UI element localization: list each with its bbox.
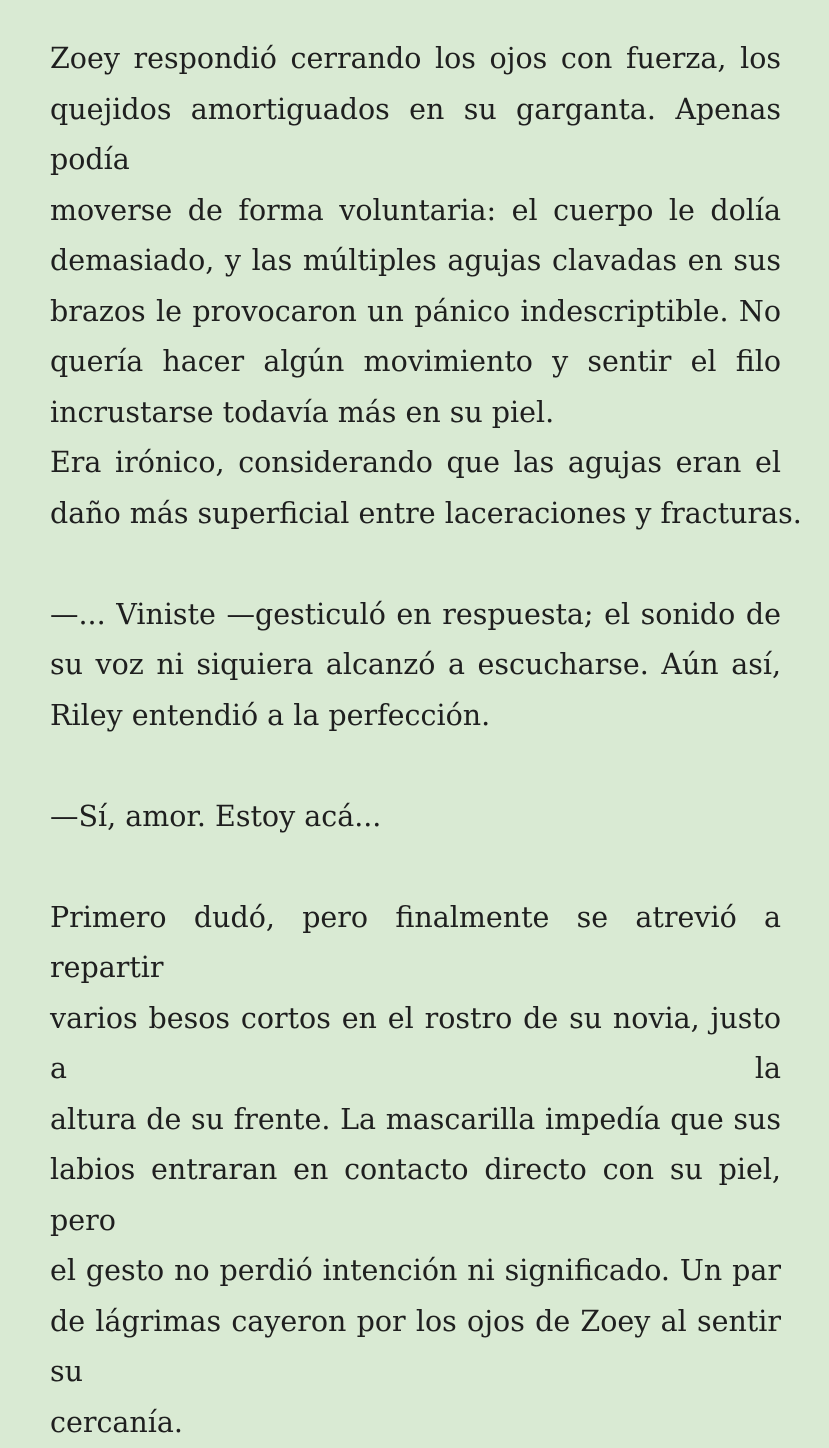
paragraph-spacer xyxy=(50,741,781,792)
text-line: Era irónico, considerando que las agujas eran el xyxy=(50,438,781,489)
paragraph-3 xyxy=(50,590,781,742)
text-line: —... Viniste —gesticuló en respuesta; el sonido de xyxy=(50,590,781,641)
text-line: su voz ni siquiera alcanzó a escucharse. Aún así, xyxy=(50,640,781,691)
paragraph-4 xyxy=(50,792,781,843)
text-line: Riley entendió a la perfección. xyxy=(50,691,781,742)
text-line: cercanía. xyxy=(50,1398,781,1448)
text-line: el gesto no perdió intención ni significado. Un par xyxy=(50,1246,781,1297)
text-line: quejidos amortiguados en su garganta. Apenas podía xyxy=(50,85,781,186)
paragraph-spacer xyxy=(50,842,781,893)
text-line: moverse de forma voluntaria: el cuerpo le dolía xyxy=(50,186,781,237)
text-line: Primero dudó, pero finalmente se atrevió a repartir xyxy=(50,893,781,994)
text-line: brazos le provocaron un pánico indescriptible. No xyxy=(50,287,781,338)
text-line: varios besos cortos en el rostro de su novia, justo a la xyxy=(50,994,781,1095)
text-line: —Sí, amor. Estoy acá... xyxy=(50,792,781,843)
text-line: Zoey respondió cerrando los ojos con fuerza, los xyxy=(50,34,781,85)
text-line: daño más superficial entre laceraciones y fracturas. xyxy=(50,489,781,540)
paragraph-5 xyxy=(50,893,781,1448)
text-line: altura de su frente. La mascarilla impedía que sus xyxy=(50,1095,781,1146)
paragraph-spacer xyxy=(50,539,781,590)
paragraph-2 xyxy=(50,438,781,539)
text-line: de lágrimas cayeron por los ojos de Zoey al sentir su xyxy=(50,1297,781,1398)
paragraph-1 xyxy=(50,34,781,438)
text-line: labios entraran en contacto directo con su piel, pero xyxy=(50,1145,781,1246)
text-line: incrustarse todavía más en su piel. xyxy=(50,388,781,439)
text-line: quería hacer algún movimiento y sentir el filo xyxy=(50,337,781,388)
text-line: demasiado, y las múltiples agujas clavadas en sus xyxy=(50,236,781,287)
